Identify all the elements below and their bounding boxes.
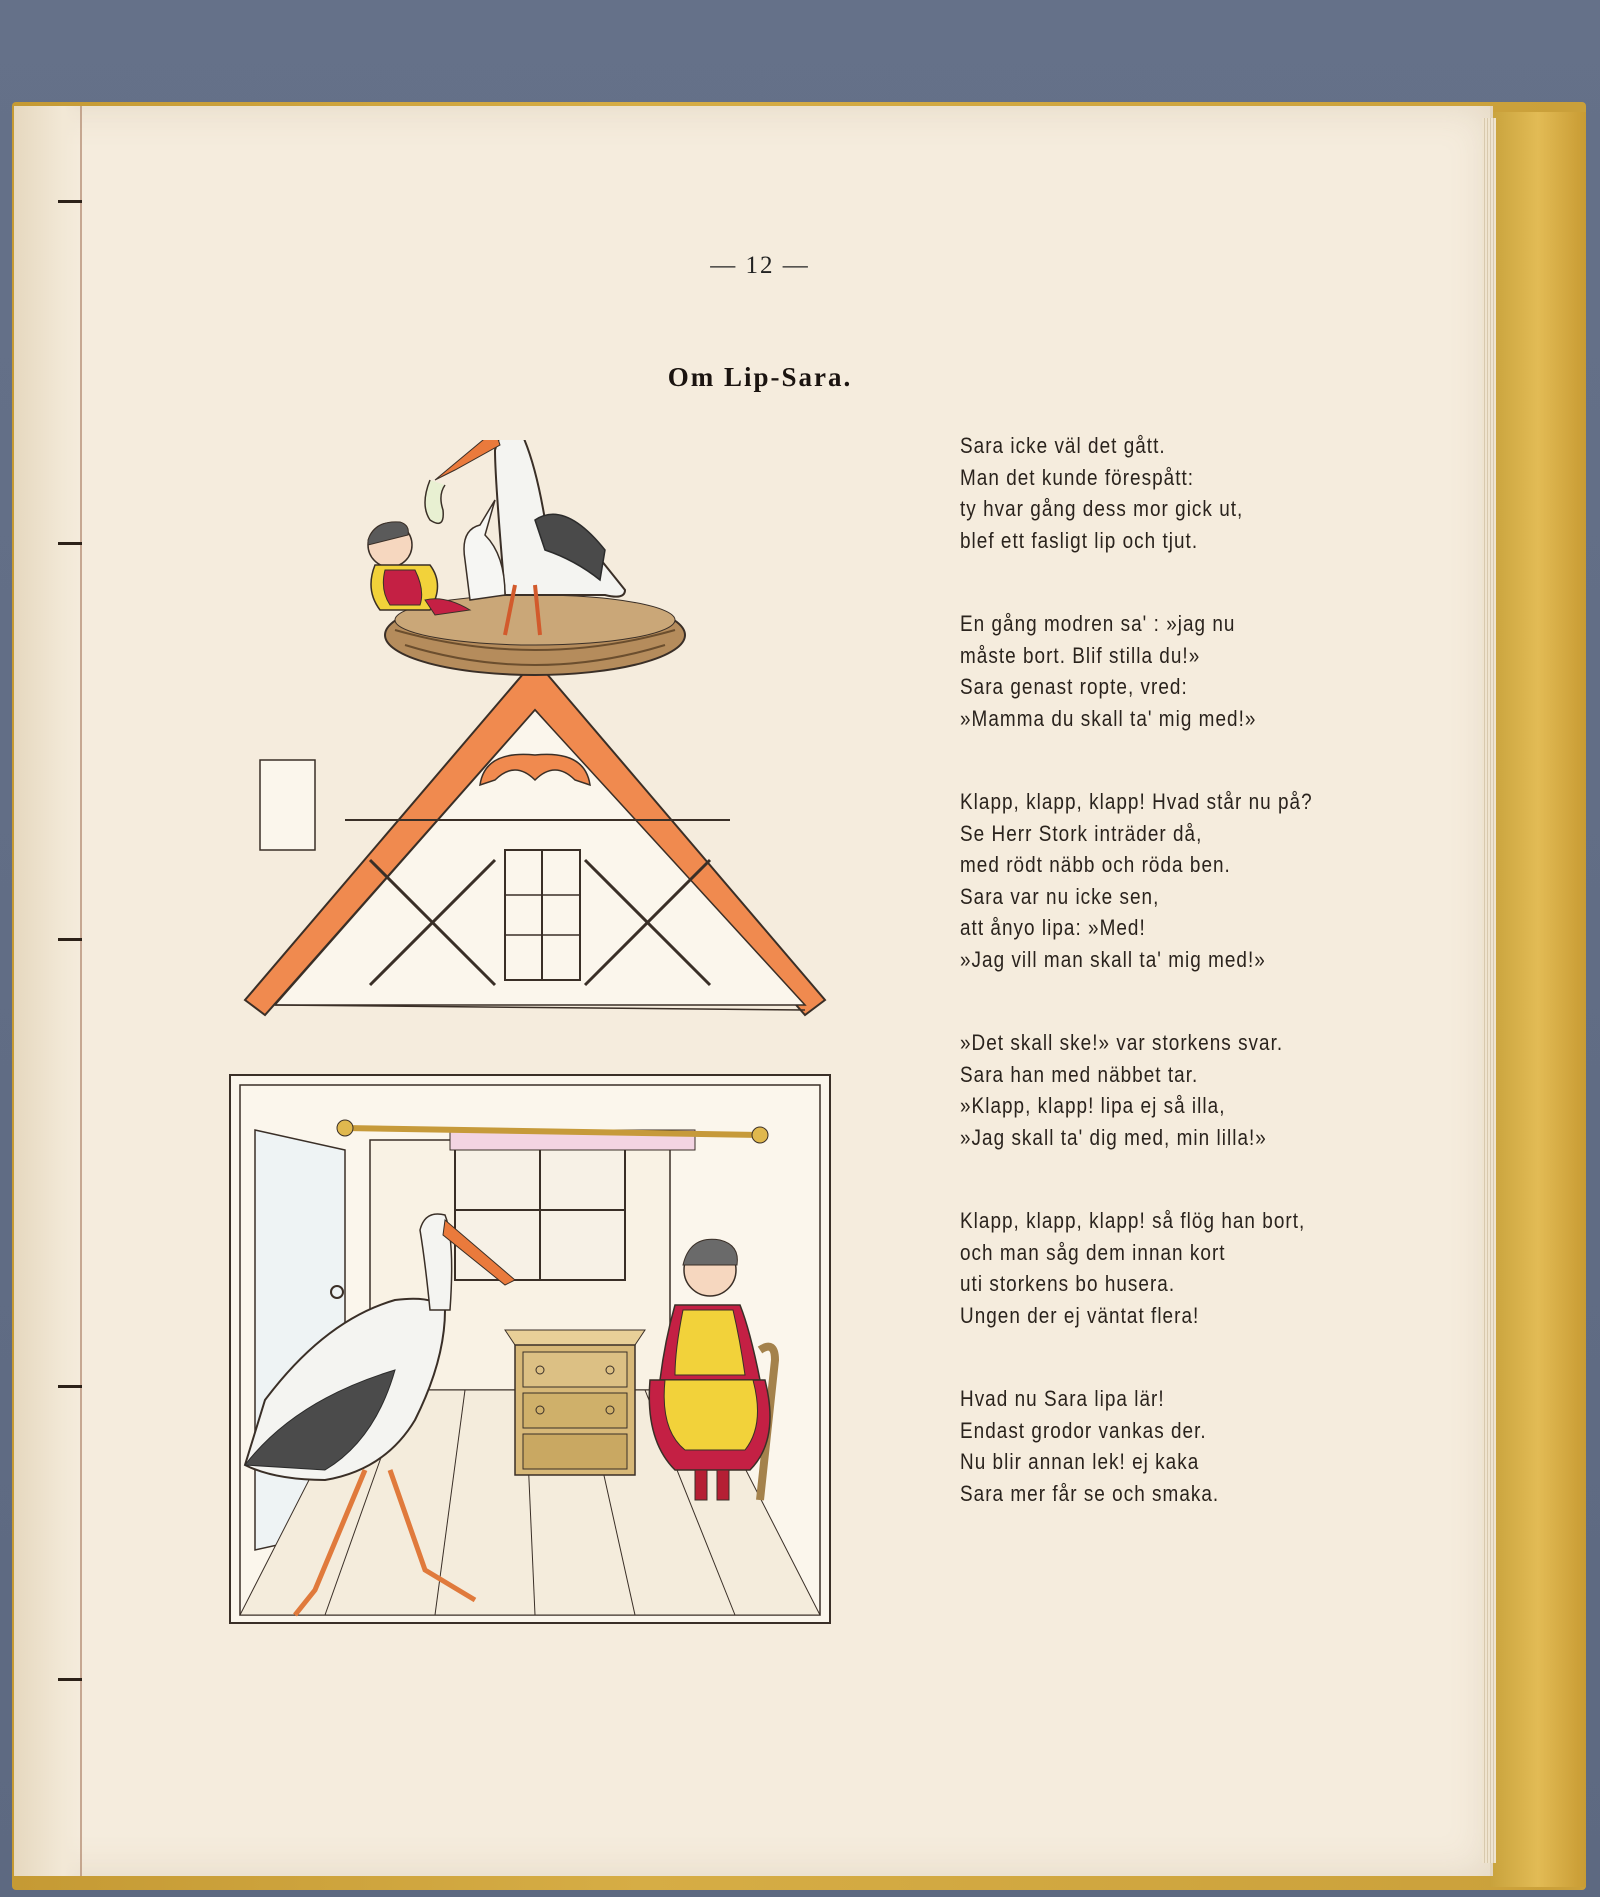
poem-line: Sara var nu icke sen,: [960, 883, 1160, 909]
poem-line: »Jag vill man skall ta' mig med!»: [960, 946, 1266, 972]
poem-line: Sara mer får se och smaka.: [960, 1480, 1220, 1506]
poem-line: Ungen der ej väntat flera!: [960, 1302, 1200, 1328]
binding-stitch: [58, 1678, 82, 1681]
poem-line: Klapp, klapp, klapp! Hvad står nu på?: [960, 789, 1313, 814]
page-number: — 12 —: [710, 252, 810, 279]
poem-line: »Klapp, klapp! lipa ej så illa,: [960, 1093, 1226, 1118]
poem-line: En gång modren sa' : »jag nu: [960, 611, 1236, 636]
poem-line: ty hvar gång dess mor gick ut,: [960, 496, 1244, 521]
poem-line: »Jag skall ta' dig med, min lilla!»: [960, 1124, 1267, 1150]
poem-line: Sara genast ropte, vred:: [960, 674, 1188, 699]
binding-stitch: [58, 938, 82, 941]
poem-line: Sara icke väl det gått.: [960, 433, 1166, 458]
poem-line: »Mamma du skall ta' mig med!»: [960, 705, 1257, 731]
poem-line: »Det skall ske!» var storkens svar.: [960, 1030, 1284, 1055]
poem-line: uti storkens bo husera.: [960, 1271, 1176, 1296]
poem-stanza: [960, 786, 1313, 975]
poem-line: Klapp, klapp, klapp! så flög han bort,: [960, 1208, 1306, 1233]
poem-text: [960, 430, 1313, 1561]
binding-stitch: [58, 200, 82, 203]
poem-line: Hvad nu Sara lipa lär!: [960, 1386, 1165, 1411]
poem-stanza: [960, 1027, 1304, 1153]
page-gutter: [14, 106, 84, 1876]
book-cover-edge: [1490, 112, 1586, 1887]
binding-stitch: [58, 1385, 82, 1388]
poem-line: Sara han med näbbet tar.: [960, 1061, 1199, 1087]
binding-stitch: [58, 542, 82, 545]
page-edges: [1482, 118, 1496, 1863]
gutter-fold-line: [80, 106, 82, 1876]
poem-line: och man såg dem innan kort: [960, 1239, 1226, 1265]
page-title: Om Lip-Sara.: [667, 362, 853, 392]
house-roof: [245, 660, 825, 1015]
poem-line: att ånyo lipa: »Med!: [960, 915, 1146, 940]
poem-line: måste bort. Blif stilla du!»: [960, 642, 1201, 668]
poem-line: med rödt näbb och röda ben.: [960, 852, 1231, 877]
story-illustration: [205, 440, 925, 1660]
poem-line: Man det kunde förespått:: [960, 464, 1195, 490]
poem-line: blef ett fasligt lip och tjut.: [960, 527, 1199, 553]
poem-stanza: [960, 430, 1304, 556]
poem-line: Se Herr Stork inträder då,: [960, 820, 1203, 846]
poem-line: Endast grodor vankas der.: [960, 1417, 1207, 1443]
poem-line: Nu blir annan lek! ej kaka: [960, 1449, 1200, 1474]
poem-stanza: [960, 1383, 1304, 1509]
poem-stanza: [960, 1205, 1304, 1331]
poem-stanza: [960, 608, 1304, 734]
